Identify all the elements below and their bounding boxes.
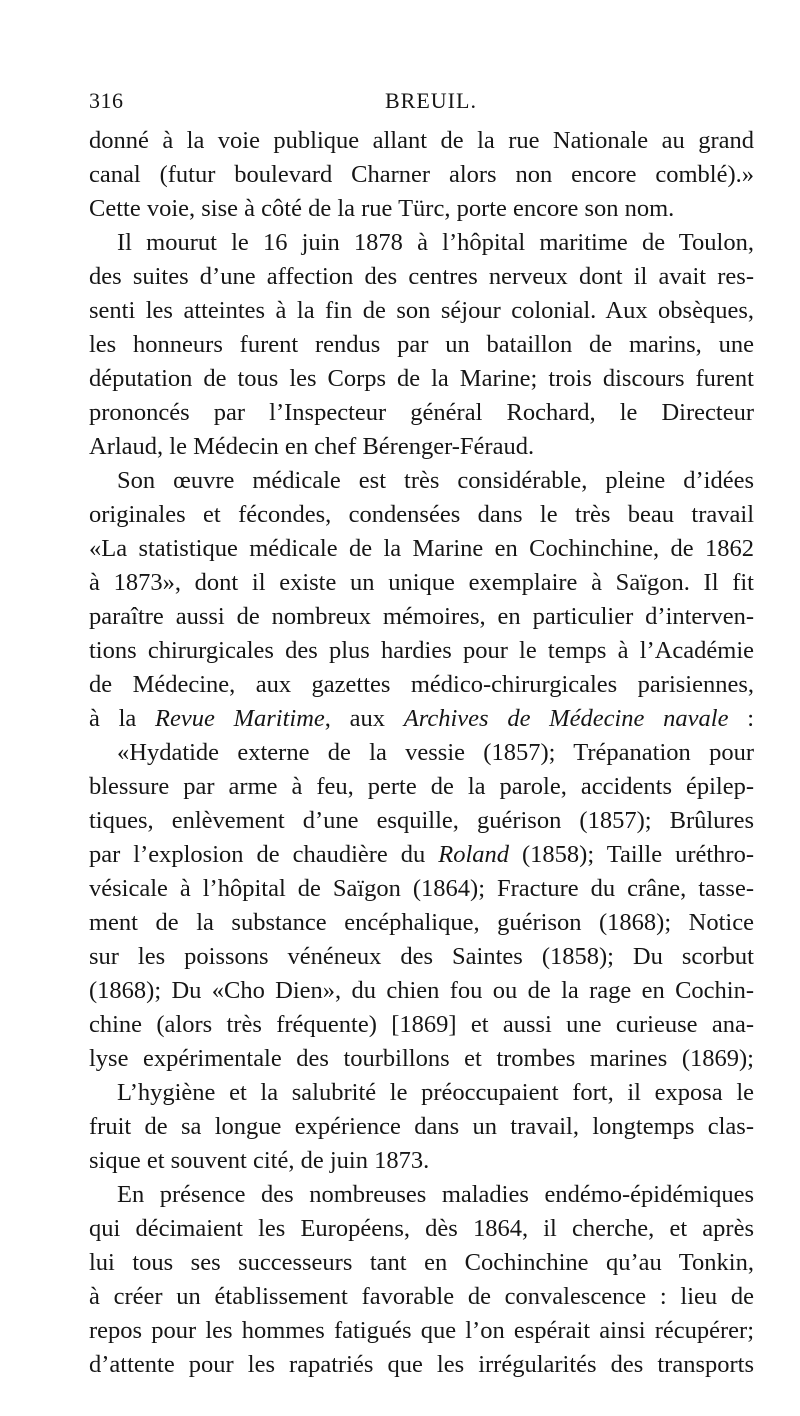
text-segment: à la — [89, 705, 156, 732]
journal-title: Archives de Médecine navale — [403, 705, 729, 732]
text-line: de Médecine, aux gazettes médico-chirurgicales parisiennes, — [89, 671, 754, 698]
text-line: tions chirurgicales des plus hardies pour le temps à l’Académie — [89, 637, 754, 664]
text-line: Arlaud, le Médecin en chef Bérenger-Féraud. — [89, 433, 535, 460]
text-line: Cette voie, sise à côté de la rue Türc, porte encore son nom. — [89, 195, 675, 222]
text-line — [89, 838, 754, 872]
text-line — [89, 702, 754, 736]
paragraph-start: En présence des nombreuses maladies endémo-épidémiques — [117, 1181, 754, 1208]
text-line: (1868); Du «Cho Dien», du chien fou ou de la rage en Cochin- — [89, 977, 754, 1004]
text-line: canal (futur boulevard Charner alors non encore comblé).» — [89, 161, 754, 188]
text-line: vésicale à l’hôpital de Saïgon (1864); Fracture du crâne, tasse- — [89, 875, 754, 902]
text-segment: par l’explosion de chaudière du — [89, 841, 439, 868]
text-segment: : — [728, 705, 754, 732]
text-line: qui décimaient les Européens, dès 1864, il cherche, et après — [89, 1215, 754, 1242]
text-line: paraître aussi de nombreux mémoires, en particulier d’interven- — [89, 603, 754, 630]
text-line: chine (alors très fréquente) [1869] et aussi une curieuse ana- — [89, 1011, 754, 1038]
ship-name: Roland — [438, 841, 510, 868]
paragraph-start: Son œuvre médicale est très considérable, pleine d’idées — [117, 467, 754, 494]
running-head: BREUIL. — [385, 88, 477, 113]
text-line: blessure par arme à feu, perte de la parole, accidents épilep- — [89, 773, 754, 800]
text-line: «La statistique médicale de la Marine en Cochinchine, de 1862 — [89, 535, 754, 562]
text-line: senti les atteintes à la fin de son séjour colonial. Aux obsèques, — [89, 297, 754, 324]
text-segment: (1858); Taille uréthro- — [509, 841, 755, 868]
text-line: originales et fécondes, condensées dans le très beau travail — [89, 501, 754, 528]
text-line: lyse expérimentale des tourbillons et trombes marines (1869); — [89, 1045, 754, 1072]
text-line: tiques, enlèvement d’une esquille, guérison (1857); Brûlures — [89, 807, 754, 834]
text-line: fruit de sa longue expérience dans un travail, longtemps clas- — [89, 1113, 754, 1140]
journal-title: Revue Maritime — [155, 705, 325, 732]
text-line: sur les poissons vénéneux des Saintes (1858); Du scorbut — [89, 943, 754, 970]
page-header — [0, 88, 800, 120]
text-line: prononcés par l’Inspecteur général Rochard, le Directeur — [89, 399, 754, 426]
text-line: les honneurs furent rendus par un bataillon de marins, une — [89, 331, 754, 358]
text-line: à créer un établissement favorable de convalescence : lieu de — [89, 1283, 754, 1310]
text-line: des suites d’une affection des centres nerveux dont il avait res- — [89, 263, 754, 290]
text-line: donné à la voie publique allant de la rue Nationale au grand — [89, 127, 754, 154]
text-line: à 1873», dont il existe un unique exemplaire à Saïgon. Il fit — [89, 569, 754, 596]
text-line: ment de la substance encéphalique, guérison (1868); Notice — [89, 909, 754, 936]
text-line: repos pour les hommes fatigués que l’on espérait ainsi récupérer; — [89, 1317, 754, 1344]
text-line: sique et souvent cité, de juin 1873. — [89, 1147, 430, 1174]
text-segment: , aux — [324, 705, 404, 732]
paragraph-start: L’hygiène et la salubrité le préoccupaient fort, il exposa le — [117, 1079, 754, 1106]
paragraph-start: Il mourut le 16 juin 1878 à l’hôpital maritime de Toulon, — [117, 229, 754, 256]
text-line: députation de tous les Corps de la Marine; trois discours furent — [89, 365, 754, 392]
text-line: d’attente pour les rapatriés que les irrégularités des transports — [89, 1351, 754, 1378]
paragraph-start: «Hydatide externe de la vessie (1857); Trépanation pour — [117, 739, 754, 766]
page-number: 316 — [89, 88, 124, 113]
text-line: lui tous ses successeurs tant en Cochinchine qu’au Tonkin, — [89, 1249, 754, 1276]
